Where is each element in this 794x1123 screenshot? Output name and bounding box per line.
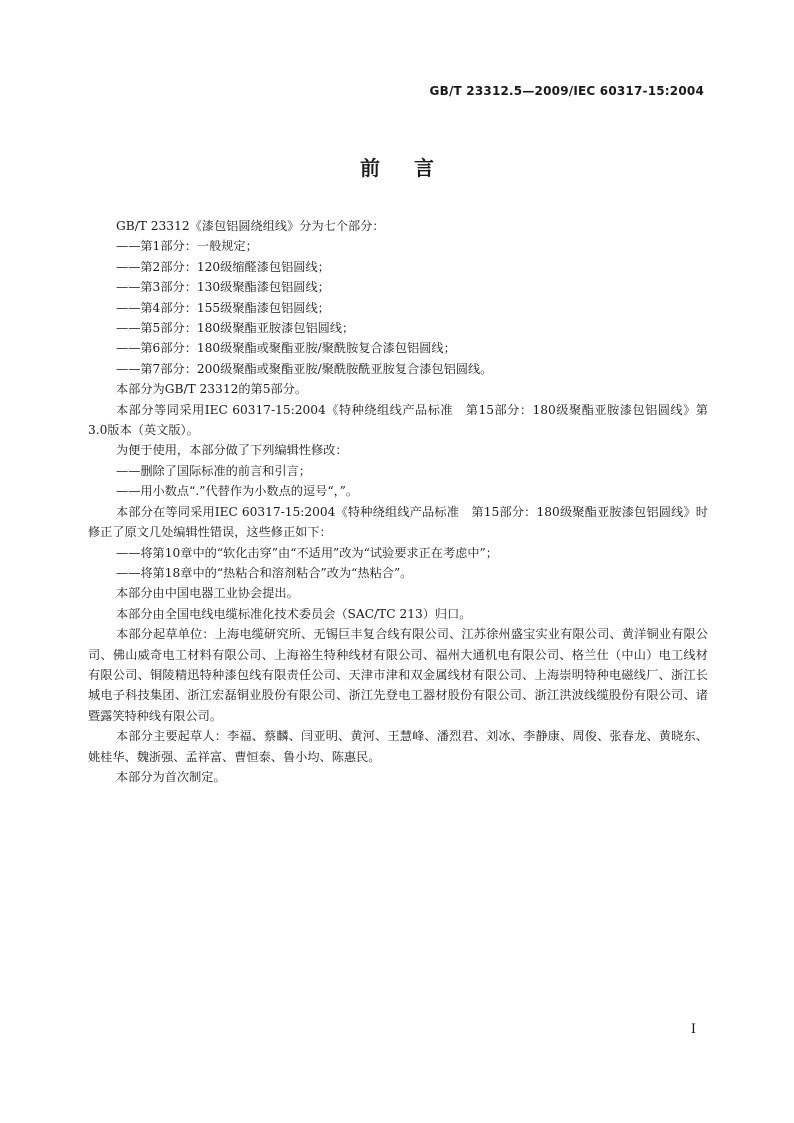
paragraph-proposed-by: 本部分由中国电器工业协会提出。 bbox=[116, 586, 299, 601]
paragraph-this-part: 本部分为GB/T 23312的第5部分。 bbox=[116, 382, 308, 397]
paragraph-corrections: 本部分在等同采用IEC 60317-15:2004《特种绕组线产品标准 第15部分：180级聚酯亚胺漆包铝圆线》时修正了原文几处编辑性错误，这些修正如下： bbox=[88, 504, 708, 540]
list-item-part-5: ——第5部分：180级聚酯亚胺漆包铝圆线； bbox=[116, 321, 355, 336]
page-title: 前言 bbox=[360, 156, 468, 180]
list-item-part-2: ——第2部分：120级缩醛漆包铝圆线； bbox=[116, 259, 330, 274]
paragraph-editorial-intro: 为便于使用，本部分做了下列编辑性修改： bbox=[116, 443, 348, 458]
list-item-part-6: ——第6部分：180级聚酯或聚酯亚胺/聚酰胺复合漆包铝圆线； bbox=[116, 341, 456, 356]
list-item-part-7: ——第7部分：200级聚酯或聚酯亚胺/聚酰胺酰亚胺复合漆包铝圆线。 bbox=[116, 361, 493, 376]
paragraph-under-jurisdiction: 本部分由全国电线电缆标准化技术委员会（SAC/TC 213）归口。 bbox=[116, 606, 472, 621]
standard-code-header: GB/T 23312.5—2009/IEC 60317-15:2004 bbox=[429, 84, 704, 98]
paragraph-drafters: 本部分主要起草人：李福、蔡麟、闫亚明、黄河、王慧峰、潘烈君、刘冰、李静康、周俊、张春龙、黄晓东、姚桂华、魏浙强、孟祥富、曹恒泰、鲁小均、陈惠民。 bbox=[88, 729, 708, 764]
page-number: I bbox=[690, 1022, 696, 1037]
list-item-edit-1: ——删除了国际标准的前言和引言； bbox=[116, 463, 311, 478]
paragraph-first-edition: 本部分为首次制定。 bbox=[116, 769, 226, 784]
paragraph-parts-intro: GB/T 23312《漆包铝圆绕组线》分为七个部分： bbox=[116, 219, 385, 233]
list-item-part-1: ——第1部分：一般规定； bbox=[116, 239, 258, 254]
list-item-edit-2: ——用小数点“.”代替作为小数点的逗号“，”。 bbox=[116, 484, 359, 499]
list-item-part-4: ——第4部分：155级聚酯漆包铝圆线； bbox=[116, 300, 330, 315]
list-item-correction-1: ——将第10章中的“软化击穿”由“不适用”改为“试验要求正在考虑中”； bbox=[116, 545, 498, 560]
paragraph-drafting-units: 本部分起草单位：上海电缆研究所、无锡巨丰复合线有限公司、江苏徐州盛宝实业有限公司、黄洋铜业有限公司、佛山威奇电工材料有限公司、上海裕生特种线材有限公司、福州大通机电有限公司、格兰仕（中山）电工线材有限公司、铜陵精迅特种漆包线有限责任公司、天津市津和双金属线材有限公司、上海崇明特种电磁线厂、浙江长城电子科技集团、浙江宏磊铜业股份有限公司、浙江先登电工器材股份有限公司、浙江洪波线缆股份有限公司、诸暨露笑特种线有限公司。 bbox=[88, 627, 708, 723]
list-item-correction-2: ——将第18章中的“热粘合和溶剂粘合”改为“热粘合”。 bbox=[116, 565, 413, 580]
list-item-part-3: ——第3部分：130级聚酯漆包铝圆线； bbox=[116, 280, 330, 295]
paragraph-adoption: 本部分等同采用IEC 60317-15:2004《特种绕组线产品标准 第15部分：180级聚酯亚胺漆包铝圆线》第3.0版本（英文版）。 bbox=[88, 402, 708, 438]
foreword-body bbox=[88, 216, 708, 787]
